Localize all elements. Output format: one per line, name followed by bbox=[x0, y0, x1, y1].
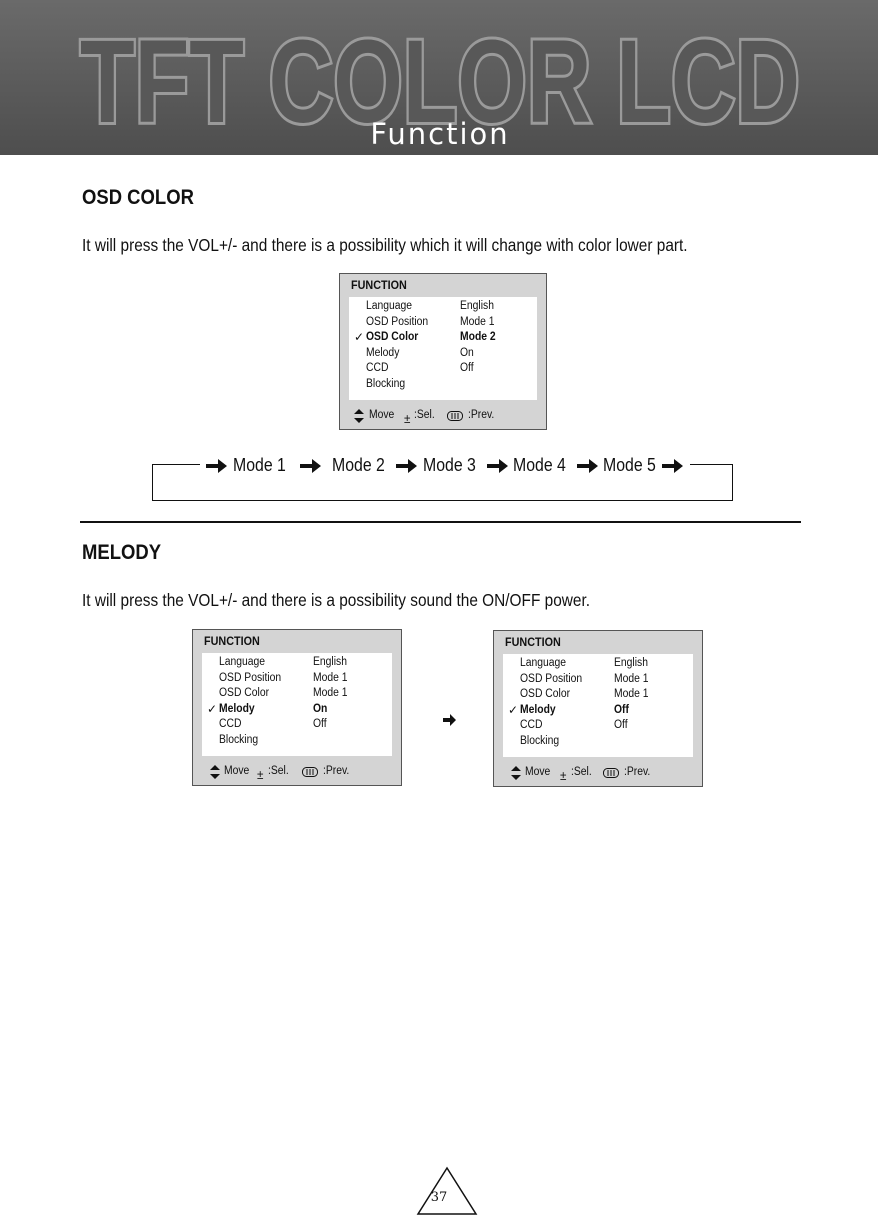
mode-3: Mode 3 bbox=[423, 455, 476, 475]
melody-menu-after bbox=[493, 630, 703, 787]
arrow-right-icon bbox=[300, 458, 322, 474]
arrow-right-icon bbox=[206, 458, 228, 474]
row-value: Mode 1 bbox=[614, 673, 649, 685]
arrow-right-icon bbox=[487, 458, 509, 474]
menu-row bbox=[503, 657, 691, 673]
header-banner bbox=[0, 0, 878, 155]
row-label: OSD Position bbox=[520, 673, 583, 685]
row-value: Mode 1 bbox=[614, 688, 649, 700]
footer-sel: :Sel. bbox=[414, 409, 435, 421]
row-label: OSD Color bbox=[366, 331, 419, 343]
arrow-right-icon bbox=[443, 713, 457, 727]
row-value: On bbox=[460, 347, 474, 359]
menu-row-selected bbox=[503, 704, 691, 720]
arrow-right-icon bbox=[396, 458, 418, 474]
row-label: CCD bbox=[520, 719, 543, 731]
up-down-icon bbox=[210, 765, 220, 779]
section-title: Function bbox=[370, 117, 510, 151]
row-value: Mode 1 bbox=[313, 687, 348, 699]
osd-color-heading: OSD COLOR bbox=[82, 186, 194, 209]
section-divider bbox=[80, 521, 801, 523]
footer-sel: :Sel. bbox=[268, 765, 289, 777]
arrow-right-icon bbox=[577, 458, 599, 474]
row-value: Off bbox=[614, 704, 629, 716]
menu-row bbox=[202, 656, 390, 672]
menu-row bbox=[503, 688, 691, 704]
row-value: English bbox=[614, 657, 648, 669]
row-label: Melody bbox=[520, 704, 556, 716]
menu-footer bbox=[340, 409, 548, 425]
menu-footer bbox=[494, 766, 702, 782]
menu-row bbox=[202, 672, 390, 688]
page-number: 37 bbox=[430, 1190, 448, 1205]
footer-move: Move bbox=[525, 766, 551, 778]
footer-move: Move bbox=[369, 409, 395, 421]
osd-color-description: It will press the VOL+/- and there is a possibility which it will change with color lower part. bbox=[82, 235, 688, 255]
menu-row bbox=[349, 347, 537, 363]
menu-title: FUNCTION bbox=[204, 634, 260, 648]
row-label: Blocking bbox=[219, 734, 259, 746]
row-label: CCD bbox=[219, 718, 242, 730]
check-icon: ✓ bbox=[207, 702, 218, 716]
osd-color-menu bbox=[339, 273, 547, 430]
menu-button-icon bbox=[447, 411, 463, 421]
menu-button-icon bbox=[603, 768, 619, 778]
plus-minus-icon: ± bbox=[257, 767, 264, 782]
menu-panel bbox=[503, 654, 693, 757]
row-value: Off bbox=[614, 719, 628, 731]
menu-row bbox=[503, 673, 691, 689]
menu-row bbox=[349, 362, 537, 378]
row-label: Language bbox=[366, 300, 413, 312]
melody-description: It will press the VOL+/- and there is a possibility sound the ON/OFF power. bbox=[82, 590, 591, 610]
plus-minus-icon: ± bbox=[404, 411, 411, 426]
footer-sel: :Sel. bbox=[571, 766, 592, 778]
row-label: Melody bbox=[219, 703, 255, 715]
footer-move: Move bbox=[224, 765, 250, 777]
row-label: OSD Color bbox=[219, 687, 270, 699]
row-label: Language bbox=[520, 657, 567, 669]
plus-minus-icon: ± bbox=[560, 768, 567, 783]
row-value: Mode 2 bbox=[460, 331, 496, 343]
check-icon: ✓ bbox=[508, 703, 519, 717]
mode-1: Mode 1 bbox=[233, 455, 286, 475]
check-icon: ✓ bbox=[354, 330, 365, 344]
row-label: OSD Position bbox=[219, 672, 282, 684]
row-label: Blocking bbox=[366, 378, 406, 390]
banner-logo-text: TFT COLOR LCD bbox=[80, 16, 800, 148]
menu-footer bbox=[193, 765, 401, 781]
row-label: Melody bbox=[366, 347, 400, 359]
row-value: English bbox=[460, 300, 494, 312]
menu-panel bbox=[349, 297, 537, 400]
mode-5: Mode 5 bbox=[603, 455, 656, 475]
menu-row bbox=[202, 734, 390, 750]
up-down-icon bbox=[511, 766, 521, 780]
row-value: English bbox=[313, 656, 347, 668]
mode-2: Mode 2 bbox=[332, 455, 385, 475]
row-value: Mode 1 bbox=[460, 316, 495, 328]
menu-row bbox=[349, 316, 537, 332]
row-label: OSD Position bbox=[366, 316, 429, 328]
menu-button-icon bbox=[302, 767, 318, 777]
footer-prev: :Prev. bbox=[468, 409, 495, 421]
menu-panel bbox=[202, 653, 392, 756]
menu-row bbox=[349, 378, 537, 394]
menu-row bbox=[503, 719, 691, 735]
menu-row bbox=[202, 687, 390, 703]
footer-prev: :Prev. bbox=[323, 765, 350, 777]
row-label: Language bbox=[219, 656, 266, 668]
menu-row bbox=[349, 300, 537, 316]
row-value: Off bbox=[313, 718, 327, 730]
menu-title: FUNCTION bbox=[351, 278, 407, 292]
row-value: On bbox=[313, 703, 328, 715]
row-label: CCD bbox=[366, 362, 389, 374]
mode-4: Mode 4 bbox=[513, 455, 566, 475]
footer-prev: :Prev. bbox=[624, 766, 651, 778]
melody-menu-before bbox=[192, 629, 402, 786]
menu-row bbox=[503, 735, 691, 751]
menu-row-selected bbox=[202, 703, 390, 719]
row-label: OSD Color bbox=[520, 688, 571, 700]
melody-heading: MELODY bbox=[82, 541, 162, 564]
menu-row-selected bbox=[349, 331, 537, 347]
row-value: Off bbox=[460, 362, 474, 374]
menu-title: FUNCTION bbox=[505, 635, 561, 649]
row-label: Blocking bbox=[520, 735, 560, 747]
arrow-right-icon bbox=[662, 458, 684, 474]
menu-row bbox=[202, 718, 390, 734]
up-down-icon bbox=[354, 409, 364, 423]
row-value: Mode 1 bbox=[313, 672, 348, 684]
